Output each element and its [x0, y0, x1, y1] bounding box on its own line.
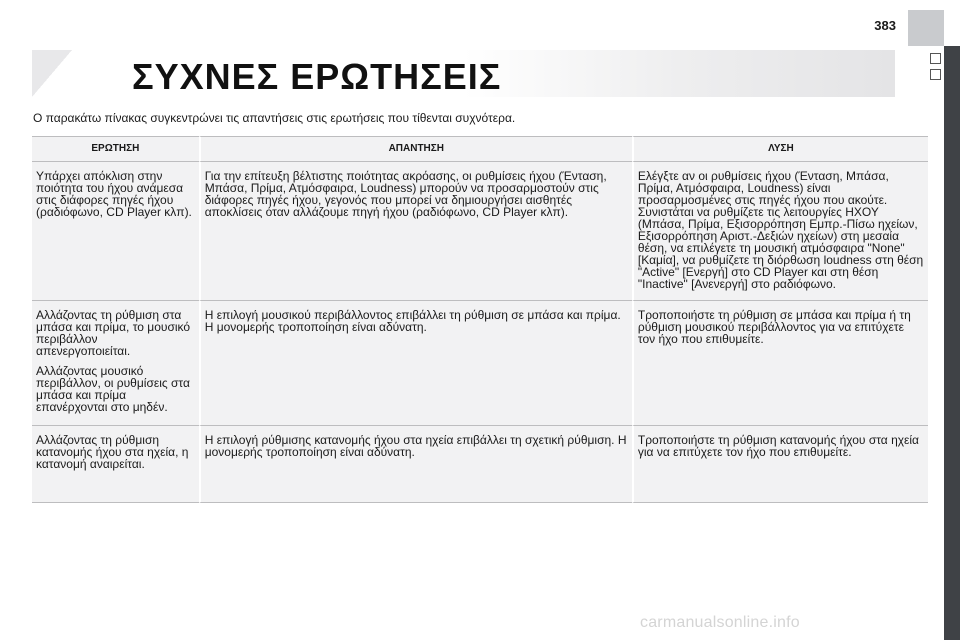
table-header-row [32, 136, 928, 162]
question-cell [32, 162, 199, 301]
page-corner-tab [908, 10, 944, 46]
page-title: ΣΥΧΝΕΣ ΕΡΩΤΗΣΕΙΣ [132, 56, 502, 97]
bookmark-box [930, 69, 941, 80]
answer-cell: Για την επίτευξη βέλτιστης ποιότητας ακρόασης, οι ρυθμίσεις ήχου (Ένταση, Μπάσα, Πρίμα, Ατμόσφαιρα, Loudness) μπορούν να προσαρμοστούν στις διάφορες πηγές ήχου, γεγονός που μπορεί να δημιουργήσει αισθητές αποκλίσεις όταν αλλάζουμε πηγή ήχου (ραδιόφωνο, CD Player κλπ). [199, 162, 632, 301]
answer-cell: Η επιλογή μουσικού περιβάλλοντος επιβάλλει τη ρύθμιση σε μπάσα και πρίμα. Η μονομερής τροποποίηση είναι αδύνατη. [199, 301, 632, 426]
table-row [32, 301, 928, 426]
header-answer: ΑΠΑΝΤΗΣΗ [199, 136, 632, 162]
answer-cell: Η επιλογή ρύθμισης κατανομής ήχου στα ηχεία επιβάλλει τη σχετική ρύθμιση. Η μονομερής τροποποίηση είναι αδύνατη. [199, 426, 632, 503]
solution-cell: Ελέγξτε αν οι ρυθμίσεις ήχου (Ένταση, Μπάσα, Πρίμα, Ατμόσφαιρα, Loudness) είναι προσαρμοσμένες στις πηγές ήχου που ακούτε. Συνιστάται να ρυθμίζετε τις λειτουργίες ΗΧΟΥ (Μπάσα, Πρίμα, Εξισορρόπηση Εμπρ.-Πίσω ηχείων, Εξισορρόπηση Αριστ.-Δεξιών ηχείων) στη μεσαία θέση, να επιλέγετε τη μουσική ατμόσφαιρα "None" [Καμία], να ρυθμίζετε τη διόρθωση loudness στη θέση "Active" [Ενεργή] στο CD Player και στη θέση "Inactive" [Ανενεργή] στο ραδιόφωνο. [632, 162, 928, 301]
header-solution: ΛΥΣΗ [632, 136, 928, 162]
question-cell [32, 426, 199, 503]
faq-table [32, 136, 928, 503]
page-edge-band [944, 46, 960, 640]
intro-text: Ο παρακάτω πίνακας συγκεντρώνει τις απαντήσεις στις ερωτήσεις που τίθενται συχνότερα. [33, 111, 516, 125]
table-row [32, 426, 928, 503]
solution-cell: Τροποποιήστε τη ρύθμιση σε μπάσα και πρίμα ή τη ρύθμιση μουσικού περιβάλλοντος για να επιτύχετε τον ήχο που επιθυμείτε. [632, 301, 928, 426]
bookmark-box [930, 53, 941, 64]
question-text: Αλλάζοντας μουσικό περιβάλλον, οι ρυθμίσεις στα μπάσα και πρίμα επανέρχονται στο μηδέν. [36, 364, 190, 414]
question-text: Υπάρχει απόκλιση στην ποιότητα του ήχου ανάμεσα στις διάφορες πηγές ήχου (ραδιόφωνο, CD Player κλπ). [36, 169, 192, 219]
page-number: 383 [874, 18, 896, 33]
solution-cell: Τροποποιήστε τη ρύθμιση κατανομής ήχου στα ηχεία για να επιτύχετε τον ήχο που επιθυμείτε. [632, 426, 928, 503]
table-row [32, 162, 928, 301]
header-question: ΕΡΩΤΗΣΗ [32, 136, 199, 162]
question-text: Αλλάζοντας τη ρύθμιση κατανομής ήχου στα ηχεία, η κατανομή αναιρείται. [36, 433, 189, 471]
question-text: Αλλάζοντας τη ρύθμιση στα μπάσα και πρίμα, το μουσικό περιβάλλον απενεργοποιείται. [36, 308, 191, 358]
question-cell [32, 301, 199, 426]
watermark: carmanualsonline.info [640, 614, 800, 631]
